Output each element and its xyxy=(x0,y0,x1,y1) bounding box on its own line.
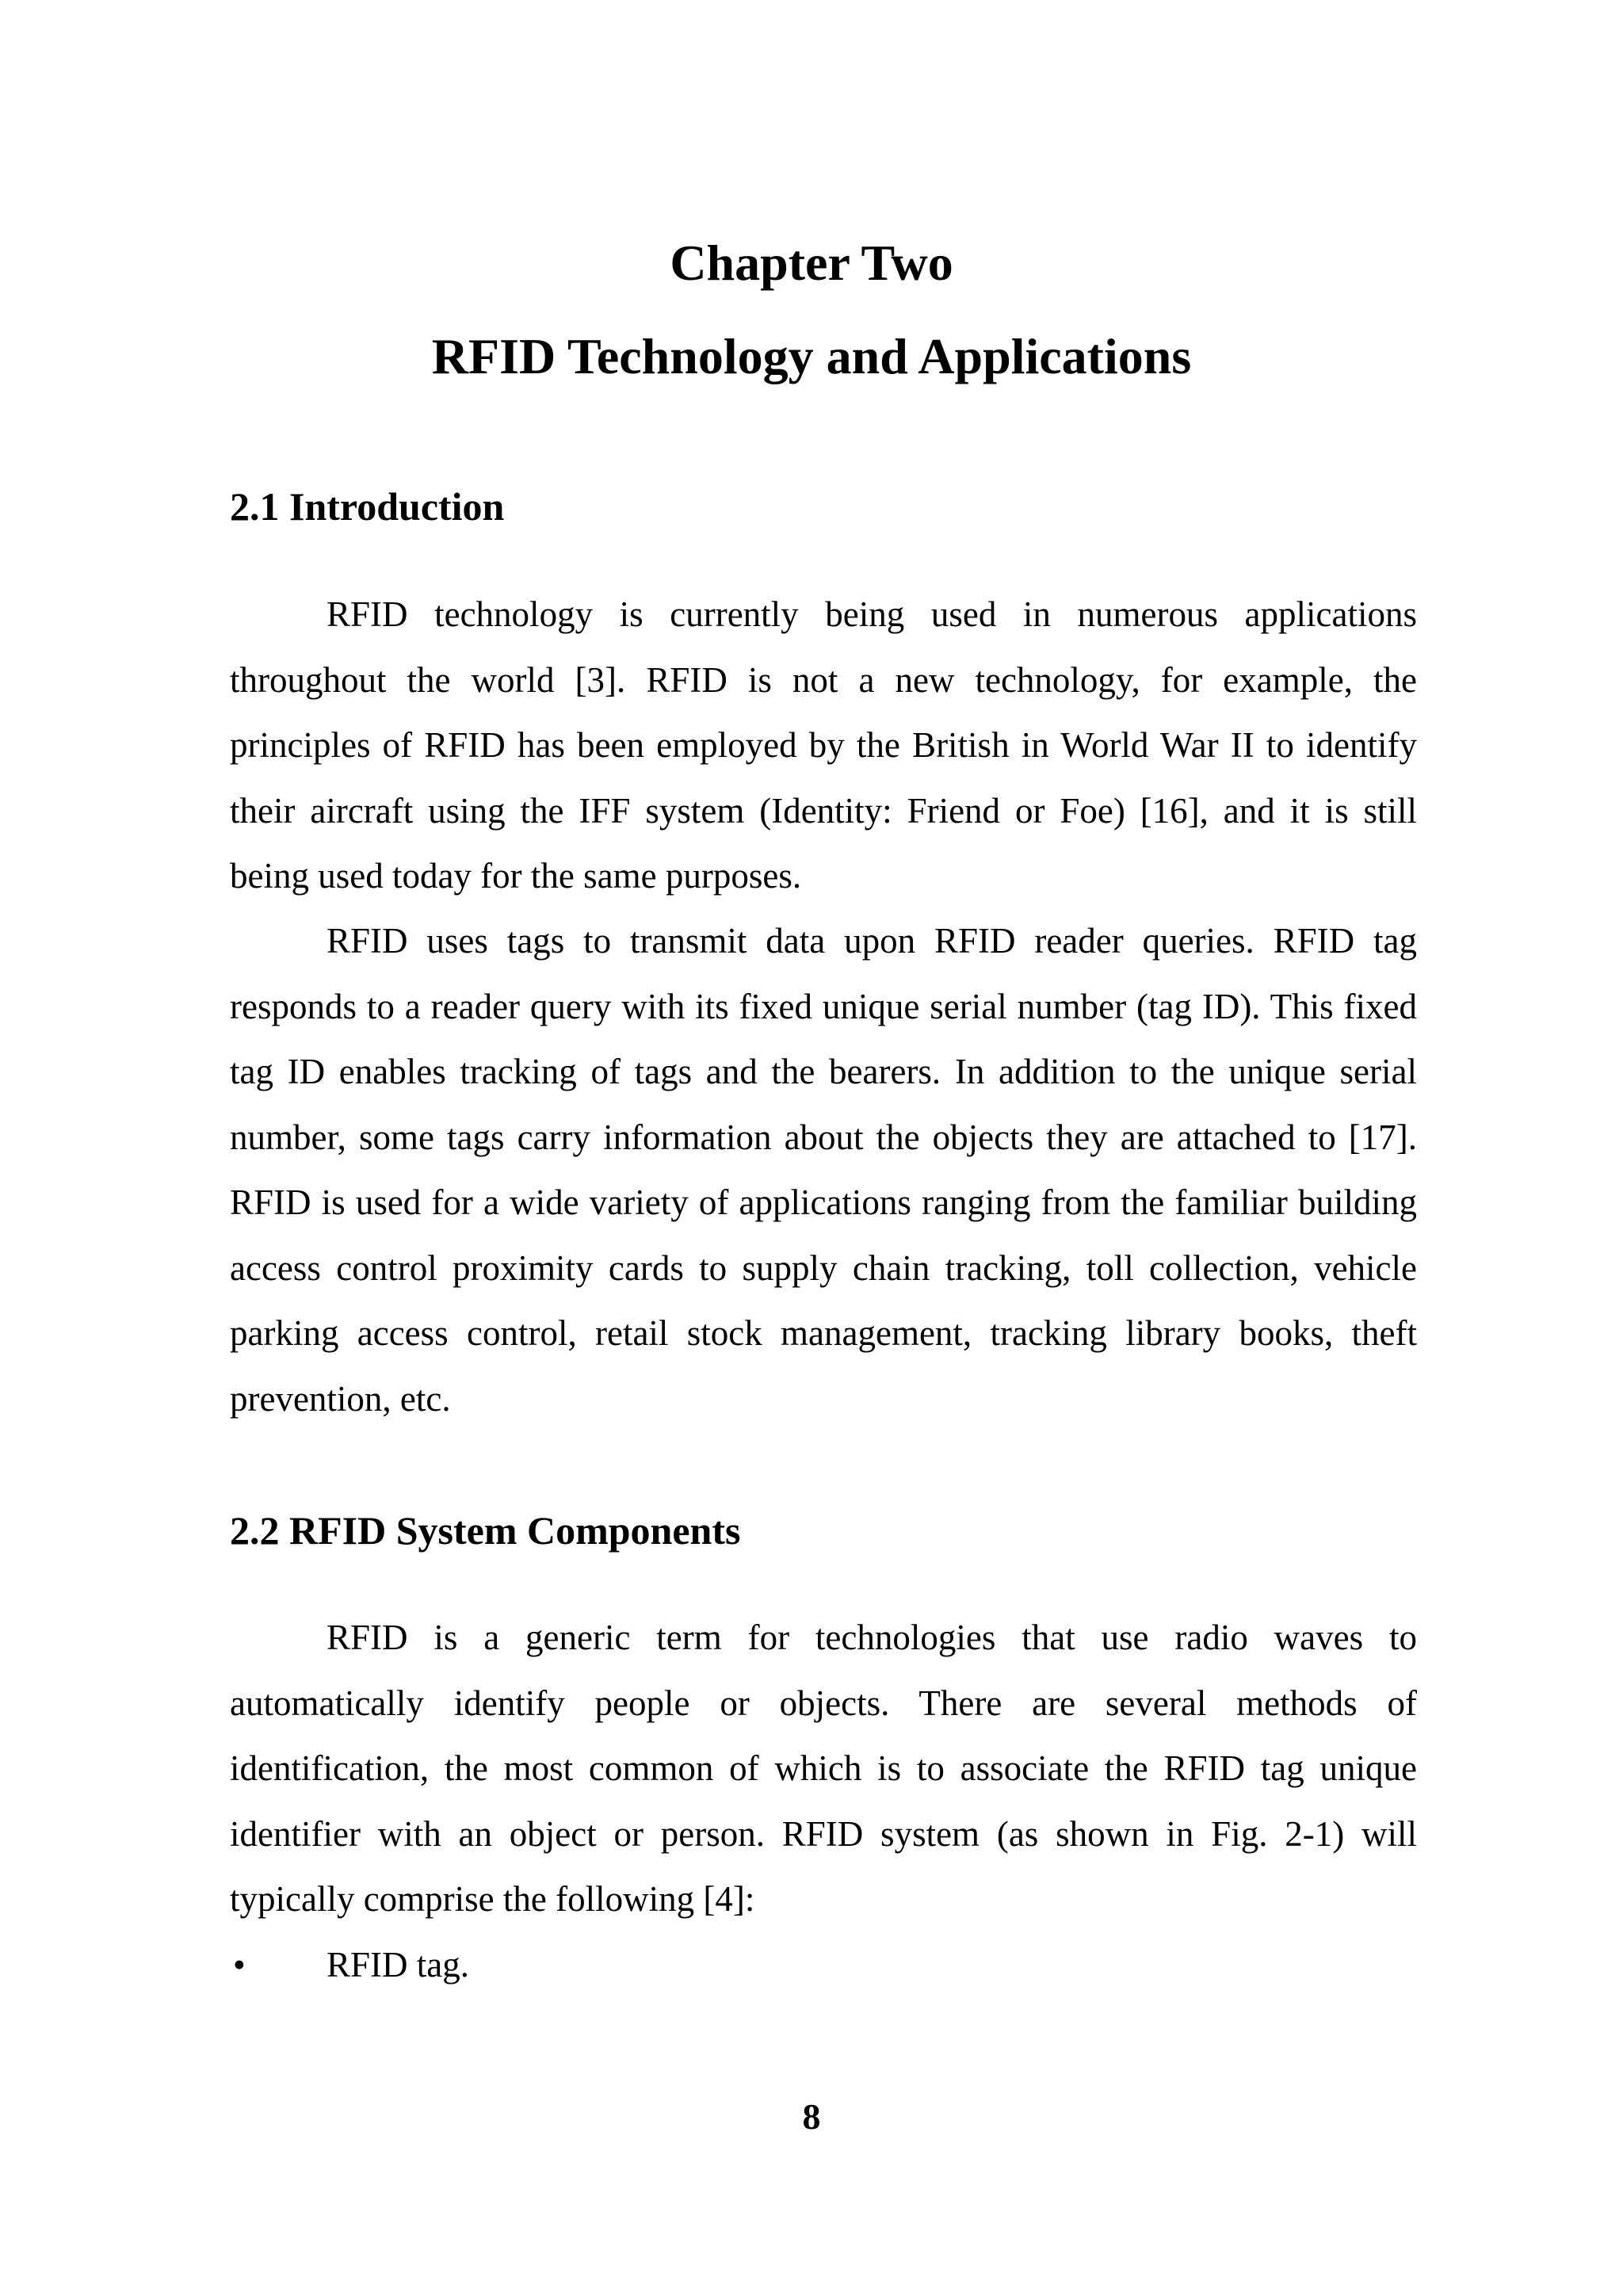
section-heading-introduction: 2.1 Introduction xyxy=(230,484,505,529)
list-item-text: RFID tag. xyxy=(327,1945,469,1985)
introduction-paragraph-2: RFID uses tags to transmit data upon RFID reader queries. RFID tag responds to a reader query with its fixed unique serial number (tag ID). This fixed tag ID enables tracking of tags and the bearers. In addition to the unique serial number, some tags carry information about the objects they are attached to [17]. RFID is used for a wide variety of applications ranging from the familiar building access control proximity cards to supply chain tracking, toll collection, vehicle parking access control, retail stock management, tracking library books, theft prevention, etc. xyxy=(230,921,1417,1419)
list-item xyxy=(230,1932,469,1998)
chapter-number-title: Chapter Two xyxy=(670,235,953,291)
chapter-name-title: RFID Technology and Applications xyxy=(431,328,1192,384)
bullet-icon: • xyxy=(233,1945,246,1985)
system-components-paragraph-1: RFID is a generic term for technologies that use radio waves to automatically identify people or objects. There are several methods of identification, the most common of which is to associate the RFID tag unique identifier with an object or person. RFID system (as shown in Fig. 2-1) will typically comprise the following [4]: xyxy=(230,1618,1417,1919)
section-heading-system-components: 2.2 RFID System Components xyxy=(230,1508,741,1553)
page-number: 8 xyxy=(802,2096,821,2137)
introduction-paragraph-1: RFID technology is currently being used in numerous applications throughout the world [3]. RFID is not a new technology, for example, the principles of RFID has been employed by the British in World War II to identify their aircraft using the IFF system (Identity: Friend or Foe) [16], and it is still being used today for the same purposes. xyxy=(230,594,1417,896)
